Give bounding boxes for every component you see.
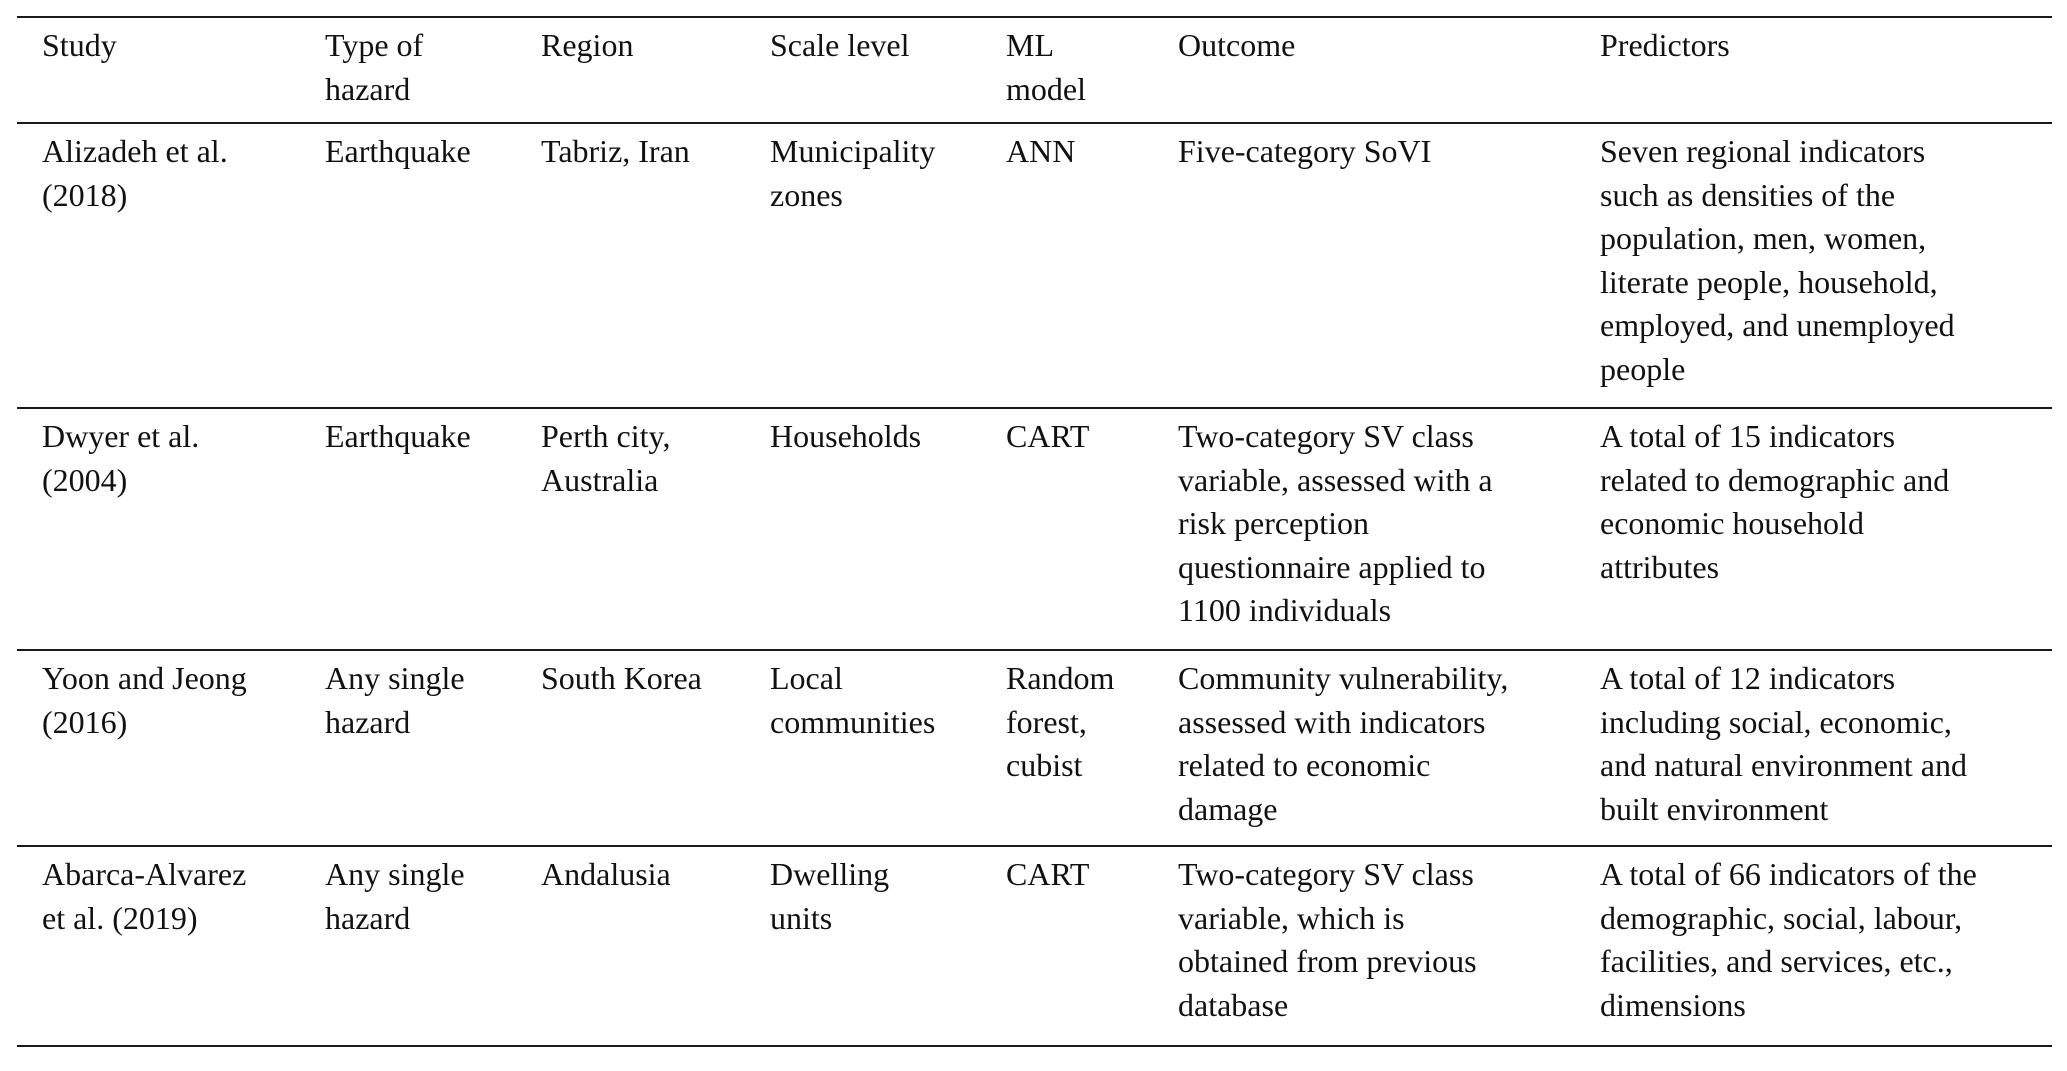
cell-line: Any single	[325, 856, 465, 892]
cell-line: such as densities of the	[1600, 176, 1896, 213]
header-ml-line: model	[1006, 70, 1086, 107]
table-row	[17, 409, 2052, 649]
cell-ml-model	[1006, 853, 1178, 897]
cell-line: Households	[770, 418, 922, 454]
cell-line: Australia	[541, 461, 659, 498]
cell-ml-model	[1006, 657, 1178, 788]
cell-line: et al. (2019)	[42, 899, 198, 936]
cell-predictors	[1600, 130, 2052, 391]
header-outcome-line: Outcome	[1178, 27, 1296, 63]
cell-line: hazard	[325, 899, 411, 936]
cell-line: Seven regional indicators	[1600, 133, 1926, 169]
cell-scale-level	[770, 657, 1006, 744]
header-ml-line: ML	[1006, 27, 1054, 63]
cell-line: Any single	[325, 660, 465, 696]
cell-line: risk perception	[1178, 505, 1370, 541]
cell-line: 1100 individuals	[1178, 592, 1392, 628]
cell-scale-level	[770, 853, 1006, 940]
cell-region	[541, 130, 770, 174]
cell-line: Yoon and Jeong	[42, 660, 247, 696]
cell-ml-model	[1006, 415, 1178, 459]
cell-line: assessed with indicators	[1178, 703, 1486, 740]
cell-line: Municipality	[770, 133, 936, 169]
header-study	[17, 24, 325, 68]
cell-predictors	[1600, 415, 2052, 589]
cell-line: economic household	[1600, 505, 1864, 541]
cell-line: variable, assessed with a	[1178, 461, 1493, 498]
cell-line: variable, which is	[1178, 899, 1405, 936]
cell-region	[541, 853, 770, 897]
header-outcome	[1178, 24, 1600, 68]
cell-type-of-hazard	[325, 853, 541, 940]
data-table	[17, 16, 2052, 1047]
cell-scale-level	[770, 130, 1006, 217]
cell-line: Dwelling	[770, 856, 890, 892]
header-type-line: hazard	[325, 70, 411, 107]
cell-line: attributes	[1600, 548, 1720, 585]
cell-line: dimensions	[1600, 986, 1746, 1023]
cell-line: questionnaire applied to	[1178, 548, 1486, 585]
cell-type-of-hazard	[325, 130, 541, 174]
cell-line: Earthquake	[325, 133, 471, 169]
cell-line: damage	[1178, 790, 1278, 827]
header-row	[17, 18, 2052, 122]
cell-study	[17, 853, 325, 940]
cell-line: A total of 12 indicators	[1600, 660, 1896, 696]
cell-outcome	[1178, 657, 1600, 831]
cell-line: related to demographic and	[1600, 461, 1950, 498]
cell-line: hazard	[325, 703, 411, 740]
cell-line: Random	[1006, 660, 1115, 696]
cell-line: Two-category SV class	[1178, 418, 1474, 454]
cell-line: Two-category SV class	[1178, 856, 1474, 892]
cell-line: demographic, social, labour,	[1600, 899, 1963, 936]
header-predictors-line: Predictors	[1600, 27, 1730, 63]
cell-line: CART	[1006, 856, 1090, 892]
cell-line: communities	[770, 703, 936, 740]
cell-scale-level	[770, 415, 1006, 459]
cell-line: obtained from previous	[1178, 943, 1477, 979]
cell-line: A total of 15 indicators	[1600, 418, 1896, 454]
cell-type-of-hazard	[325, 415, 541, 459]
cell-line: built environment	[1600, 790, 1829, 827]
cell-line: units	[770, 899, 833, 936]
cell-outcome	[1178, 415, 1600, 633]
cell-line: facilities, and services, etc.,	[1600, 943, 1953, 979]
header-predictors	[1600, 24, 2052, 68]
cell-line: forest,	[1006, 703, 1087, 740]
cell-line: Andalusia	[541, 856, 671, 892]
cell-line: Five-category SoVI	[1178, 133, 1432, 169]
cell-study	[17, 657, 325, 744]
cell-line: people	[1600, 350, 1686, 387]
cell-line: Dwyer et al.	[42, 418, 200, 454]
cell-region	[541, 657, 770, 701]
header-type-of-hazard	[325, 24, 541, 111]
cell-line: ANN	[1006, 133, 1076, 169]
cell-region	[541, 415, 770, 502]
bottom-rule	[17, 1045, 2052, 1047]
cell-line: zones	[770, 176, 843, 213]
header-type-line: Type of	[325, 27, 424, 63]
header-ml-model	[1006, 24, 1178, 111]
cell-line: Earthquake	[325, 418, 471, 454]
table-row	[17, 847, 2052, 1045]
cell-line: Community vulnerability,	[1178, 660, 1509, 696]
cell-line: cubist	[1006, 747, 1083, 783]
cell-line: population, men, women,	[1600, 220, 1927, 256]
cell-line: Alizadeh et al.	[42, 133, 228, 169]
cell-line: and natural environment and	[1600, 747, 1967, 783]
cell-line: Perth city,	[541, 418, 671, 454]
table-row	[17, 651, 2052, 845]
header-study-line: Study	[42, 27, 117, 63]
cell-line: Local	[770, 660, 843, 696]
cell-line: A total of 66 indicators of the	[1600, 856, 1977, 892]
cell-study	[17, 130, 325, 217]
header-scale-line: Scale level	[770, 27, 910, 63]
cell-type-of-hazard	[325, 657, 541, 744]
cell-predictors	[1600, 657, 2052, 831]
cell-line: including social, economic,	[1600, 703, 1952, 740]
header-region-line: Region	[541, 27, 634, 63]
header-scale-level	[770, 24, 1006, 68]
cell-line: related to economic	[1178, 747, 1431, 783]
cell-line: database	[1178, 986, 1289, 1023]
cell-line: CART	[1006, 418, 1090, 454]
cell-line: (2018)	[42, 176, 128, 213]
cell-line: literate people, household,	[1600, 263, 1938, 300]
cell-line: (2016)	[42, 703, 128, 740]
cell-line: South Korea	[541, 660, 702, 696]
cell-line: (2004)	[42, 461, 128, 498]
cell-outcome	[1178, 853, 1600, 1027]
cell-line: employed, and unemployed	[1600, 307, 1955, 343]
cell-ml-model	[1006, 130, 1178, 174]
cell-line: Tabriz, Iran	[541, 133, 690, 169]
table-row	[17, 124, 2052, 407]
cell-line: Abarca-Alvarez	[42, 856, 247, 892]
cell-predictors	[1600, 853, 2052, 1027]
cell-study	[17, 415, 325, 502]
cell-outcome	[1178, 130, 1600, 174]
header-region	[541, 24, 770, 68]
